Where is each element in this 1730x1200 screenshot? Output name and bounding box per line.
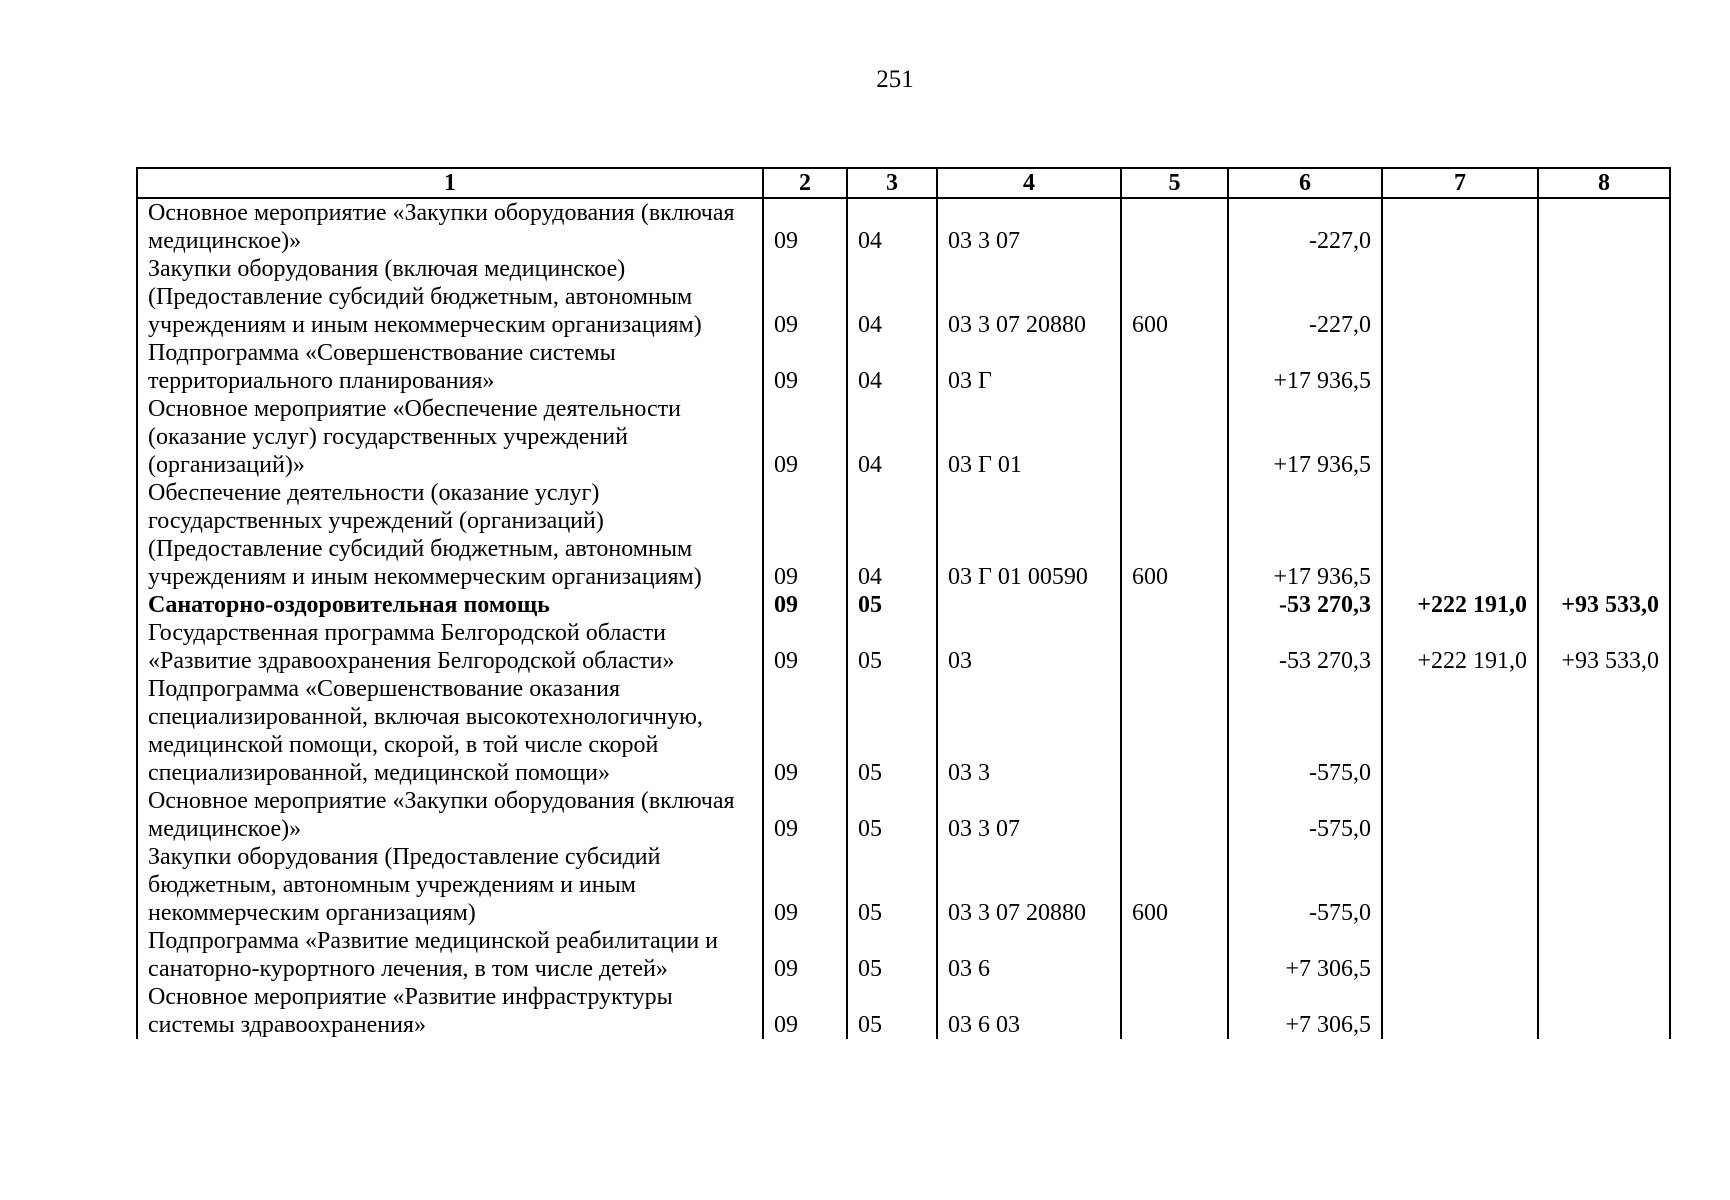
table-row	[137, 787, 1670, 843]
amount-col6-cell: +7 306,5	[1228, 927, 1382, 983]
amount-col6-cell: +17 936,5	[1228, 479, 1382, 591]
table-row	[137, 619, 1670, 675]
expense-type-cell	[1121, 927, 1228, 983]
amount-col8-cell	[1538, 339, 1670, 395]
subsection-code-cell: 04	[847, 198, 937, 255]
amount-col6-cell: -575,0	[1228, 843, 1382, 927]
subsection-code-cell: 05	[847, 787, 937, 843]
row-name-cell: Обеспечение деятельности (оказание услуг) государственных учреждений (организаций) (Предоставление субсидий бюджетным, автономным учреждениям и иным некоммерческим организациям)	[137, 479, 763, 591]
section-code-cell: 09	[763, 843, 847, 927]
section-code-cell: 09	[763, 255, 847, 339]
section-code-cell: 09	[763, 591, 847, 619]
section-code-cell: 09	[763, 198, 847, 255]
section-code-cell: 09	[763, 927, 847, 983]
table-row	[137, 339, 1670, 395]
target-article-cell: 03 Г	[937, 339, 1121, 395]
target-article-cell: 03 3 07	[937, 198, 1121, 255]
section-code-cell: 09	[763, 983, 847, 1039]
subsection-code-cell: 04	[847, 255, 937, 339]
subsection-code-cell: 05	[847, 927, 937, 983]
expense-type-cell	[1121, 591, 1228, 619]
expense-type-cell: 600	[1121, 255, 1228, 339]
amount-col8-cell	[1538, 479, 1670, 591]
row-name-cell: Подпрограмма «Развитие медицинской реабилитации и санаторно-курортного лечения, в том числе детей»	[137, 927, 763, 983]
amount-col6-cell: -53 270,3	[1228, 591, 1382, 619]
column-header: 6	[1228, 168, 1382, 198]
table-header-row	[137, 168, 1670, 198]
amount-col7-cell	[1382, 479, 1538, 591]
amount-col7-cell	[1382, 927, 1538, 983]
amount-col6-cell: -575,0	[1228, 675, 1382, 787]
target-article-cell: 03	[937, 619, 1121, 675]
row-name-cell: Санаторно-оздоровительная помощь	[137, 591, 763, 619]
table-row	[137, 591, 1670, 619]
expense-type-cell: 600	[1121, 843, 1228, 927]
section-code-cell: 09	[763, 675, 847, 787]
column-header: 7	[1382, 168, 1538, 198]
column-header: 5	[1121, 168, 1228, 198]
column-header: 4	[937, 168, 1121, 198]
section-code-cell: 09	[763, 339, 847, 395]
target-article-cell: 03 Г 01 00590	[937, 479, 1121, 591]
amount-col6-cell: +17 936,5	[1228, 395, 1382, 479]
amount-col6-cell: -227,0	[1228, 255, 1382, 339]
expense-type-cell	[1121, 983, 1228, 1039]
subsection-code-cell: 05	[847, 619, 937, 675]
table-row	[137, 927, 1670, 983]
expense-type-cell	[1121, 339, 1228, 395]
amount-col6-cell: -227,0	[1228, 198, 1382, 255]
subsection-code-cell: 05	[847, 591, 937, 619]
page-number: 251	[876, 66, 914, 93]
amount-col6-cell: -53 270,3	[1228, 619, 1382, 675]
amount-col8-cell: +93 533,0	[1538, 619, 1670, 675]
table-row	[137, 675, 1670, 787]
section-code-cell: 09	[763, 619, 847, 675]
row-name-cell: Государственная программа Белгородской области «Развитие здравоохранения Белгородской области»	[137, 619, 763, 675]
subsection-code-cell: 05	[847, 675, 937, 787]
subsection-code-cell: 04	[847, 479, 937, 591]
amount-col7-cell: +222 191,0	[1382, 619, 1538, 675]
amount-col8-cell	[1538, 787, 1670, 843]
table-row	[137, 843, 1670, 927]
row-name-cell: Основное мероприятие «Развитие инфраструктуры системы здравоохранения»	[137, 983, 763, 1039]
amount-col6-cell: -575,0	[1228, 787, 1382, 843]
table-row	[137, 479, 1670, 591]
section-code-cell: 09	[763, 395, 847, 479]
row-name-cell: Основное мероприятие «Закупки оборудования (включая медицинское)»	[137, 198, 763, 255]
expense-type-cell	[1121, 619, 1228, 675]
section-code-cell: 09	[763, 479, 847, 591]
amount-col7-cell	[1382, 675, 1538, 787]
subsection-code-cell: 05	[847, 843, 937, 927]
column-header: 1	[137, 168, 763, 198]
amount-col7-cell	[1382, 983, 1538, 1039]
amount-col7-cell: +222 191,0	[1382, 591, 1538, 619]
table-row	[137, 395, 1670, 479]
amount-col7-cell	[1382, 395, 1538, 479]
amount-col7-cell	[1382, 787, 1538, 843]
expense-type-cell	[1121, 198, 1228, 255]
amount-col8-cell	[1538, 198, 1670, 255]
expense-type-cell	[1121, 395, 1228, 479]
row-name-cell: Подпрограмма «Совершенствование системы территориального планирования»	[137, 339, 763, 395]
expense-type-cell: 600	[1121, 479, 1228, 591]
subsection-code-cell: 04	[847, 339, 937, 395]
subsection-code-cell: 05	[847, 983, 937, 1039]
row-name-cell: Закупки оборудования (включая медицинское) (Предоставление субсидий бюджетным, автономным учреждениям и иным некоммерческим организациям)	[137, 255, 763, 339]
amount-col8-cell: +93 533,0	[1538, 591, 1670, 619]
amount-col7-cell	[1382, 339, 1538, 395]
target-article-cell: 03 3 07	[937, 787, 1121, 843]
column-header: 3	[847, 168, 937, 198]
amount-col7-cell	[1382, 198, 1538, 255]
expense-type-cell	[1121, 787, 1228, 843]
column-header: 8	[1538, 168, 1670, 198]
amount-col8-cell	[1538, 675, 1670, 787]
amount-col7-cell	[1382, 255, 1538, 339]
amount-col8-cell	[1538, 927, 1670, 983]
amount-col8-cell	[1538, 395, 1670, 479]
expense-type-cell	[1121, 675, 1228, 787]
target-article-cell: 03 3 07 20880	[937, 843, 1121, 927]
amount-col7-cell	[1382, 843, 1538, 927]
target-article-cell: 03 Г 01	[937, 395, 1121, 479]
amount-col6-cell: +17 936,5	[1228, 339, 1382, 395]
column-header: 2	[763, 168, 847, 198]
amount-col8-cell	[1538, 983, 1670, 1039]
target-article-cell	[937, 591, 1121, 619]
subsection-code-cell: 04	[847, 395, 937, 479]
table-row	[137, 983, 1670, 1039]
amount-col8-cell	[1538, 843, 1670, 927]
target-article-cell: 03 6 03	[937, 983, 1121, 1039]
target-article-cell: 03 3 07 20880	[937, 255, 1121, 339]
table-row	[137, 198, 1670, 255]
budget-table	[136, 167, 1671, 1039]
target-article-cell: 03 6	[937, 927, 1121, 983]
table-row	[137, 255, 1670, 339]
row-name-cell: Подпрограмма «Совершенствование оказания специализированной, включая высокотехнологичную, медицинской помощи, скорой, в той числе скорой специализированной, медицинской помощи»	[137, 675, 763, 787]
amount-col6-cell: +7 306,5	[1228, 983, 1382, 1039]
table-body	[137, 198, 1670, 1039]
amount-col8-cell	[1538, 255, 1670, 339]
row-name-cell: Основное мероприятие «Обеспечение деятельности (оказание услуг) государственных учреждений (организаций)»	[137, 395, 763, 479]
section-code-cell: 09	[763, 787, 847, 843]
row-name-cell: Основное мероприятие «Закупки оборудования (включая медицинское)»	[137, 787, 763, 843]
target-article-cell: 03 3	[937, 675, 1121, 787]
row-name-cell: Закупки оборудования (Предоставление субсидий бюджетным, автономным учреждениям и иным некоммерческим организациям)	[137, 843, 763, 927]
